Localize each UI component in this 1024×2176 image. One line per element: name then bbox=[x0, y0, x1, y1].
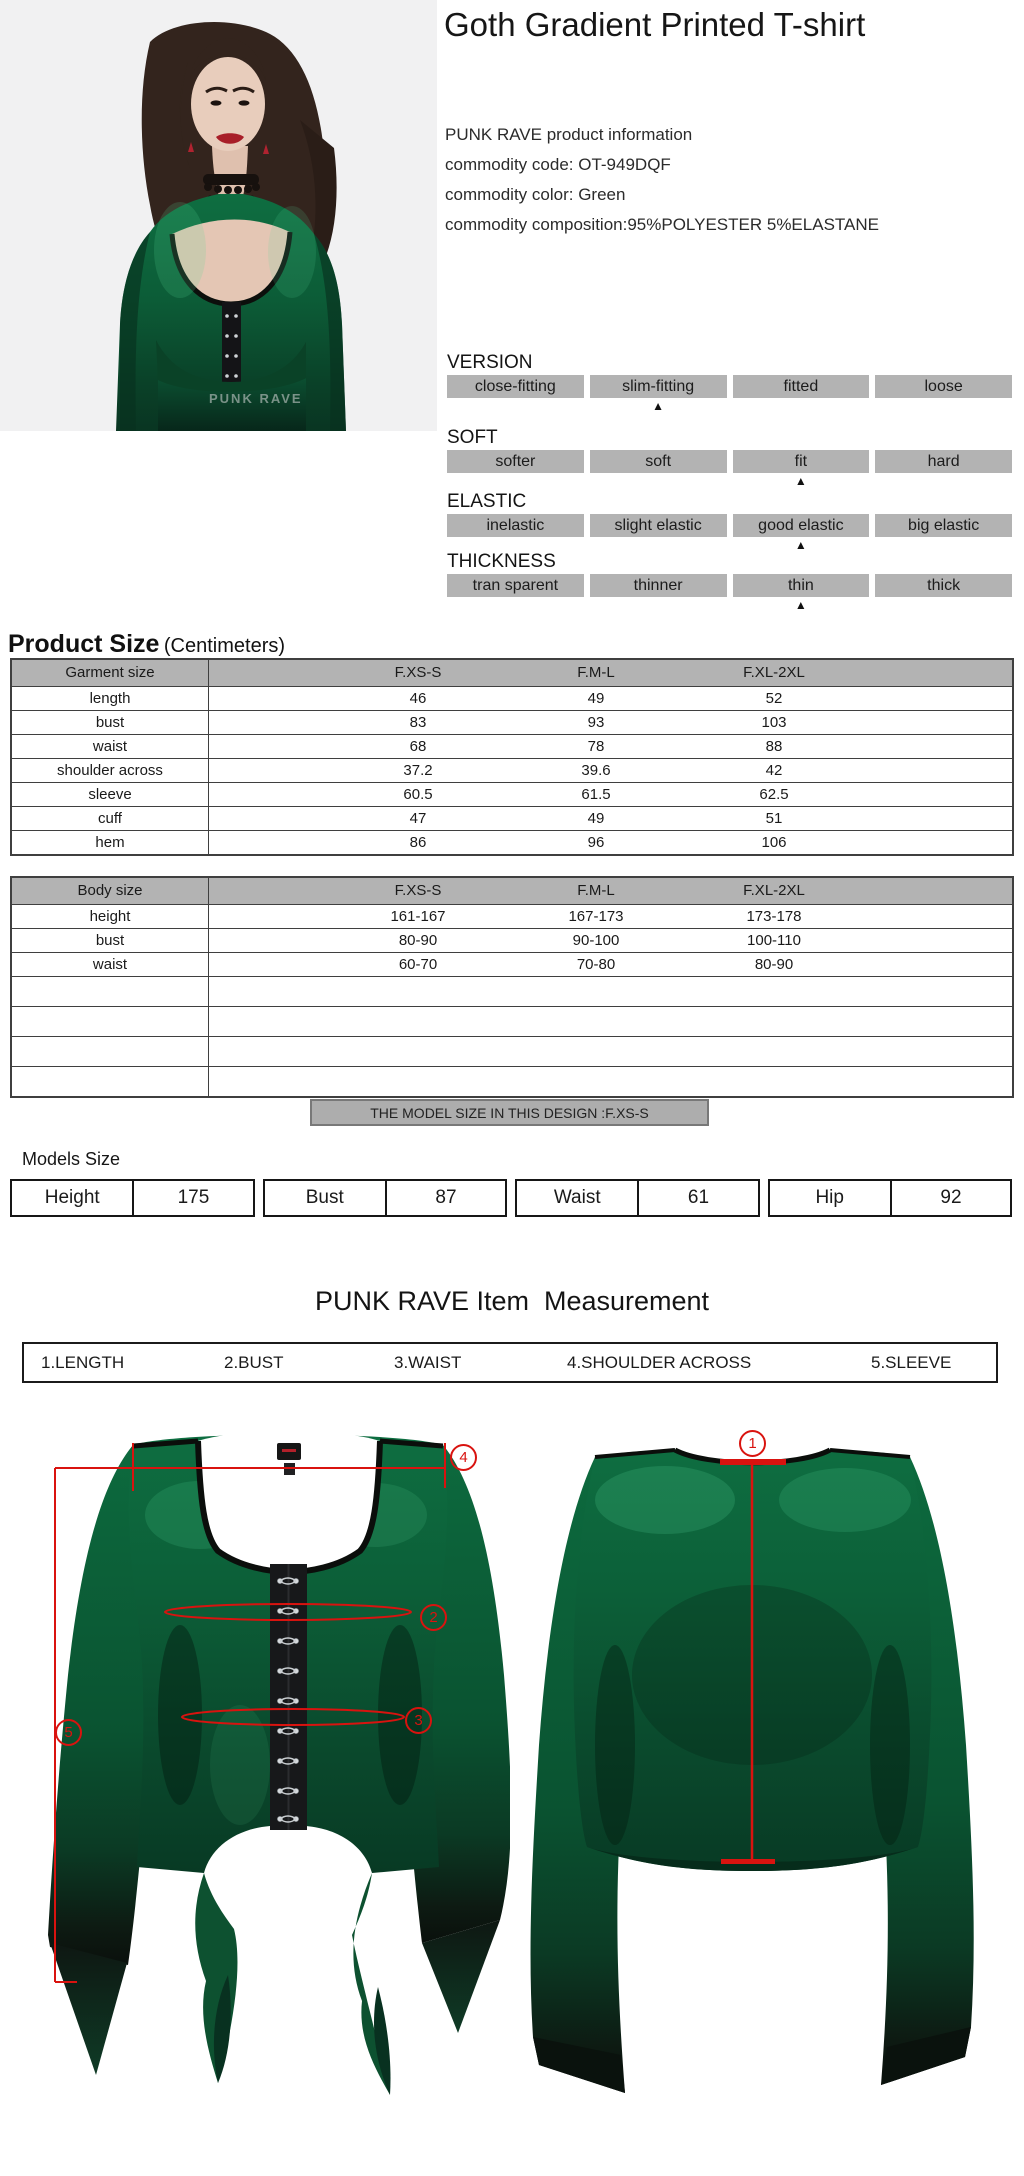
info-row-composition: commodity composition:95%POLYESTER 5%ELASTANE bbox=[445, 215, 879, 234]
table-cell bbox=[507, 1067, 685, 1096]
table-cell: bust bbox=[12, 711, 209, 734]
table-cell bbox=[12, 1037, 209, 1066]
table-cell bbox=[12, 1067, 209, 1096]
table-row bbox=[12, 905, 1012, 929]
selected-arrow-icon: ▲ bbox=[794, 538, 807, 552]
table-header-cell: F.M-L bbox=[577, 882, 615, 899]
table-header-row bbox=[12, 878, 1012, 905]
table-cell: 83 bbox=[409, 714, 427, 731]
model-size-note: THE MODEL SIZE IN THIS DESIGN :F.XS-S bbox=[310, 1099, 709, 1126]
table-cell: 39.6 bbox=[581, 762, 611, 779]
table-cell: 96 bbox=[587, 834, 605, 851]
info-row-code: commodity code: OT-949DQF bbox=[445, 155, 671, 174]
attribute-label: ELASTIC bbox=[447, 491, 527, 512]
garment-front-figure bbox=[30, 1415, 510, 2125]
legend-item-5: 5.SLEEVE bbox=[871, 1353, 952, 1372]
table-cell: 88 bbox=[765, 738, 783, 755]
table-header-cell: Body size bbox=[12, 878, 209, 904]
table-cell: 52 bbox=[765, 690, 783, 707]
table-row bbox=[12, 831, 1012, 854]
table-header-cell: F.XL-2XL bbox=[743, 664, 805, 681]
table-cell: hem bbox=[12, 831, 209, 854]
table-cell: 90-100 bbox=[572, 932, 620, 949]
legend-item-4: 4.SHOULDER ACROSS bbox=[567, 1353, 752, 1372]
garment-back-figure bbox=[515, 1415, 1015, 2125]
measurement-legend bbox=[22, 1342, 998, 1383]
models-size-value: 92 bbox=[940, 1187, 962, 1208]
attribute-option: slim-fitting ▲ bbox=[590, 375, 727, 398]
table-cell: 46 bbox=[409, 690, 427, 707]
legend-item-2: 2.BUST bbox=[224, 1353, 284, 1372]
models-size-box-waist bbox=[515, 1179, 760, 1217]
table-cell: 49 bbox=[587, 810, 605, 827]
attribute-option: tran sparent bbox=[447, 574, 584, 597]
table-row bbox=[12, 783, 1012, 807]
attribute-option: thinner bbox=[590, 574, 727, 597]
legend-item-3: 3.WAIST bbox=[394, 1353, 462, 1372]
selected-arrow-icon: ▲ bbox=[794, 474, 807, 488]
table-row bbox=[12, 1067, 1012, 1096]
models-size-boxes bbox=[10, 1179, 1012, 1217]
attribute-label: VERSION bbox=[447, 352, 533, 373]
models-size-box-height bbox=[10, 1179, 255, 1217]
attribute-options-row bbox=[447, 375, 1012, 413]
garment-size-table bbox=[10, 658, 1014, 856]
info-heading: PUNK RAVE product information bbox=[445, 125, 693, 144]
table-header-cell: F.XL-2XL bbox=[743, 882, 805, 899]
table-row bbox=[12, 953, 1012, 977]
table-cell: 51 bbox=[765, 810, 783, 827]
selected-arrow-icon: ▲ bbox=[652, 399, 665, 413]
attribute-option: good elastic ▲ bbox=[733, 514, 870, 537]
table-cell: shoulder across bbox=[12, 759, 209, 782]
measure-marker-length: 1 bbox=[739, 1430, 766, 1457]
table-header-row bbox=[12, 660, 1012, 687]
table-cell: sleeve bbox=[12, 783, 209, 806]
page-title: Goth Gradient Printed T-shirt bbox=[444, 6, 866, 43]
attribute-options-row bbox=[447, 574, 1012, 612]
table-cell: bust bbox=[12, 929, 209, 952]
models-size-label: Waist bbox=[517, 1181, 639, 1215]
table-cell: 68 bbox=[409, 738, 427, 755]
attribute-label: THICKNESS bbox=[447, 551, 556, 572]
attribute-option: softer bbox=[447, 450, 584, 473]
attribute-label: SOFT bbox=[447, 427, 498, 448]
table-row bbox=[12, 687, 1012, 711]
attribute-option: inelastic bbox=[447, 514, 584, 537]
attribute-option: thick bbox=[875, 574, 1012, 597]
table-cell bbox=[685, 1067, 863, 1096]
models-size-heading: Models Size bbox=[22, 1149, 121, 1169]
table-cell bbox=[685, 977, 863, 1006]
table-cell bbox=[12, 977, 209, 1006]
table-row bbox=[12, 711, 1012, 735]
table-header-cell: F.XS-S bbox=[394, 664, 442, 681]
table-cell bbox=[329, 977, 507, 1006]
attribute-option: fit ▲ bbox=[733, 450, 870, 473]
product-size-heading: Product Size (Centimeters) bbox=[8, 630, 286, 658]
attribute-option: close-fitting bbox=[447, 375, 584, 398]
attribute-option: slight elastic bbox=[590, 514, 727, 537]
table-cell bbox=[329, 1007, 507, 1036]
table-header-cell: Garment size bbox=[12, 660, 209, 686]
table-cell: 70-80 bbox=[576, 956, 616, 973]
table-cell bbox=[685, 1037, 863, 1066]
table-cell: 60-70 bbox=[398, 956, 438, 973]
models-size-label: Bust bbox=[265, 1181, 387, 1215]
table-row bbox=[12, 1037, 1012, 1067]
attribute-options-row bbox=[447, 450, 1012, 488]
table-cell bbox=[329, 1067, 507, 1096]
table-cell: cuff bbox=[12, 807, 209, 830]
table-cell: 173-178 bbox=[746, 908, 802, 925]
product-info bbox=[445, 120, 879, 240]
legend-item-1: 1.LENGTH bbox=[41, 1353, 125, 1372]
table-row bbox=[12, 759, 1012, 783]
attribute-option: hard bbox=[875, 450, 1012, 473]
table-cell: 47 bbox=[409, 810, 427, 827]
selected-arrow-icon: ▲ bbox=[794, 598, 807, 612]
attribute-option: fitted bbox=[733, 375, 870, 398]
attribute-group-thickness bbox=[447, 551, 1012, 612]
table-cell: length bbox=[12, 687, 209, 710]
table-cell bbox=[329, 1037, 507, 1066]
attribute-option: thin ▲ bbox=[733, 574, 870, 597]
attribute-group-version bbox=[447, 352, 1012, 413]
table-header-cell: F.M-L bbox=[577, 664, 615, 681]
measure-marker-waist: 3 bbox=[405, 1707, 432, 1734]
table-cell: 80-90 bbox=[398, 932, 438, 949]
models-size-value: 87 bbox=[435, 1187, 457, 1208]
table-row bbox=[12, 807, 1012, 831]
attribute-scales bbox=[447, 344, 1012, 610]
models-size-value: 175 bbox=[177, 1187, 210, 1208]
table-cell: waist bbox=[12, 953, 209, 976]
models-size-box-hip bbox=[768, 1179, 1013, 1217]
measure-marker-shoulder: 4 bbox=[450, 1444, 477, 1471]
table-cell: waist bbox=[12, 735, 209, 758]
table-cell: 103 bbox=[761, 714, 787, 731]
table-cell: 61.5 bbox=[581, 786, 611, 803]
models-size-value: 61 bbox=[687, 1187, 710, 1208]
table-cell bbox=[507, 1007, 685, 1036]
table-row bbox=[12, 929, 1012, 953]
table-cell: 62.5 bbox=[759, 786, 789, 803]
model-photo-illustration bbox=[0, 0, 437, 431]
table-row bbox=[12, 977, 1012, 1007]
measurement-heading: PUNK RAVE Item Measurement bbox=[314, 1286, 710, 1316]
table-row bbox=[12, 1007, 1012, 1037]
measure-marker-bust: 2 bbox=[420, 1604, 447, 1631]
table-cell bbox=[507, 1037, 685, 1066]
attribute-option: loose bbox=[875, 375, 1012, 398]
table-cell bbox=[507, 977, 685, 1006]
table-cell: 37.2 bbox=[403, 762, 433, 779]
table-cell: 161-167 bbox=[390, 908, 446, 925]
info-row-color: commodity color: Green bbox=[445, 185, 626, 204]
body-size-table bbox=[10, 876, 1014, 1098]
table-cell: 86 bbox=[409, 834, 427, 851]
attribute-options-row bbox=[447, 514, 1012, 552]
table-cell: 49 bbox=[587, 690, 605, 707]
table-header-cell: F.XS-S bbox=[394, 882, 442, 899]
table-cell: 167-173 bbox=[568, 908, 624, 925]
table-cell: 106 bbox=[761, 834, 787, 851]
table-cell: 42 bbox=[765, 762, 783, 779]
photo-watermark: PUNK RAVE bbox=[209, 391, 303, 406]
table-cell bbox=[685, 1007, 863, 1036]
table-cell: height bbox=[12, 905, 209, 928]
model-photo bbox=[0, 0, 437, 431]
attribute-option: big elastic bbox=[875, 514, 1012, 537]
models-size-label: Hip bbox=[770, 1181, 892, 1215]
attribute-group-elastic bbox=[447, 491, 1012, 552]
table-cell: 80-90 bbox=[754, 956, 794, 973]
table-cell: 100-110 bbox=[747, 932, 801, 949]
models-size-label: Height bbox=[12, 1181, 134, 1215]
table-cell: 78 bbox=[587, 738, 605, 755]
table-cell: 93 bbox=[587, 714, 605, 731]
models-size-box-bust bbox=[263, 1179, 508, 1217]
table-row bbox=[12, 735, 1012, 759]
table-cell: 60.5 bbox=[403, 786, 433, 803]
attribute-option: soft bbox=[590, 450, 727, 473]
attribute-group-soft bbox=[447, 427, 1012, 488]
table-cell bbox=[12, 1007, 209, 1036]
measure-marker-sleeve: 5 bbox=[55, 1719, 82, 1746]
